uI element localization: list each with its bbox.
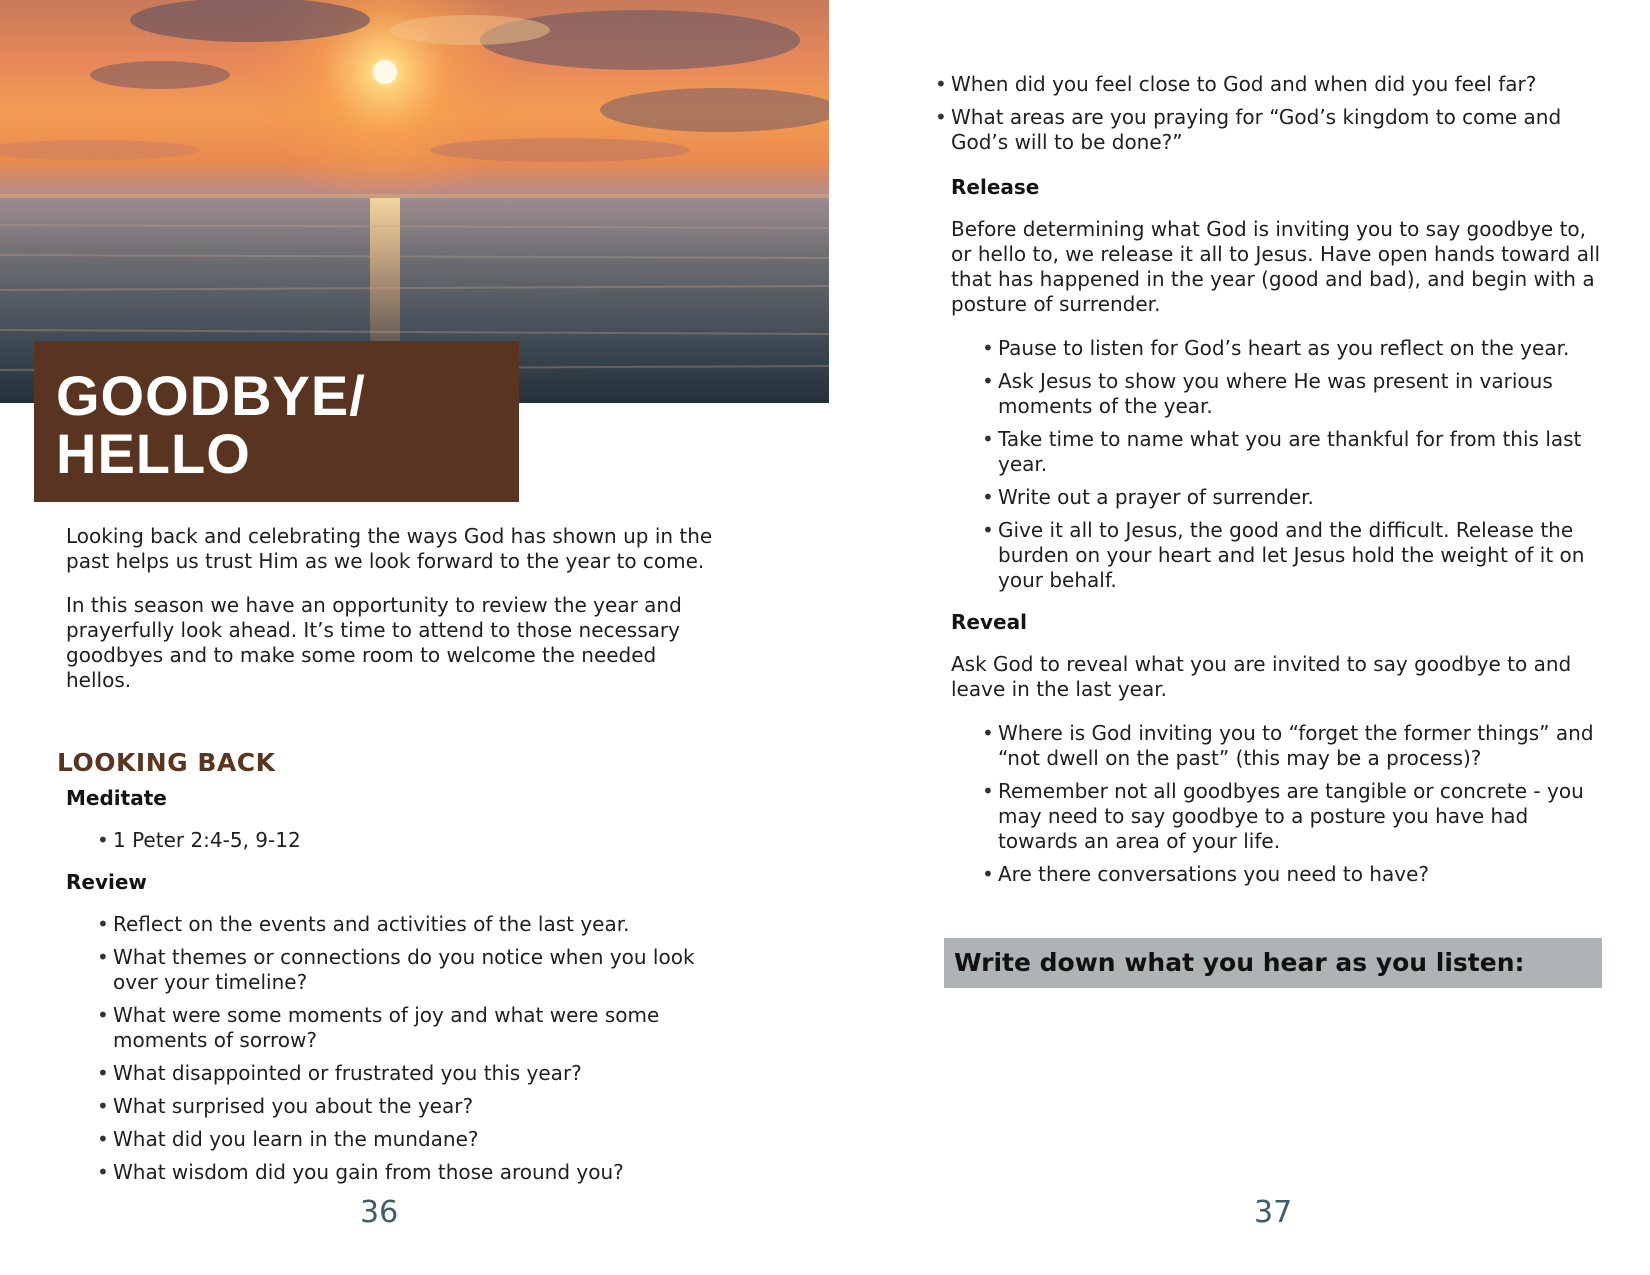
list-item-text: What areas are you praying for “God’s kingdom to come and God’s will to be done?” [951, 105, 1562, 154]
list-item [982, 779, 1606, 854]
reveal-paragraph: Ask God to reveal what you are invited to say goodbye to and leave in the last year. [951, 652, 1572, 701]
list-item-text: What did you learn in the mundane? [113, 1127, 479, 1151]
list-item-text: What disappointed or frustrated you this year? [113, 1061, 582, 1085]
bullet-icon: • [982, 518, 994, 542]
top-list [905, 72, 1606, 155]
list-item-text: Give it all to Jesus, the good and the difficult. Release the burden on your heart and let Jesus hold the weight of it on your behalf. [998, 518, 1585, 592]
list-item-text: What wisdom did you gain from those around you? [113, 1160, 624, 1184]
bullet-icon: • [982, 862, 994, 886]
title-box [34, 341, 519, 502]
list-item-text: When did you feel close to God and when did you feel far? [951, 72, 1537, 96]
list-item [982, 336, 1606, 361]
list-item-text: Pause to listen for God’s heart as you reflect on the year. [998, 336, 1570, 360]
list-item [97, 912, 716, 937]
release-paragraph: Before determining what God is inviting you to say goodbye to, or hello to, we release it all to Jesus. Have open hands toward all that has happened in the year (good and bad), and begin with a posture of surrender. [951, 217, 1601, 316]
intro-paragraph: In this season we have an opportunity to review the year and prayerfully look ahead. It’s time to attend to those necessary goodbyes and to make some room to welcome the needed hellos. [66, 593, 682, 692]
bullet-icon: • [97, 828, 109, 852]
review-list [66, 912, 716, 1185]
list-item-text: What surprised you about the year? [113, 1094, 474, 1118]
intro-paragraph: Looking back and celebrating the ways God has shown up in the past helps us trust Him as we look forward to the year to come. [66, 524, 713, 573]
bullet-icon: • [935, 72, 947, 96]
bullet-icon: • [935, 105, 947, 129]
intro-section [66, 524, 716, 712]
list-item [97, 1127, 716, 1152]
list-item-text: Write out a prayer of surrender. [998, 485, 1314, 509]
bullet-icon: • [982, 779, 994, 803]
right-page-content [935, 72, 1606, 904]
bullet-icon: • [982, 485, 994, 509]
bullet-icon: • [982, 336, 994, 360]
list-item [935, 72, 1606, 97]
list-item [97, 945, 716, 995]
list-item-text: Remember not all goodbyes are tangible or concrete - you may need to say goodbye to a posture you have had towards an area of your life. [998, 779, 1584, 853]
looking-back-heading: LOOKING BACK [57, 748, 276, 777]
bullet-icon: • [97, 1094, 109, 1118]
list-item-text: Ask Jesus to show you where He was present in various moments of the year. [998, 369, 1553, 418]
bullet-icon: • [97, 1061, 109, 1085]
list-item-text: Are there conversations you need to have? [998, 862, 1429, 886]
bullet-icon: • [982, 369, 994, 393]
list-item [982, 427, 1606, 477]
reveal-list [951, 721, 1606, 887]
list-item [97, 1061, 716, 1086]
list-item [97, 1094, 716, 1119]
list-item-text: Take time to name what you are thankful for from this last year. [998, 427, 1582, 476]
page-number-left: 36 [360, 1195, 399, 1230]
looking-back-section [66, 786, 716, 1202]
bullet-icon: • [982, 721, 994, 745]
bullet-icon: • [97, 1160, 109, 1184]
list-item-text: What themes or connections do you notice when you look over your timeline? [113, 945, 695, 994]
meditate-heading: Meditate [66, 786, 167, 810]
bullet-icon: • [982, 427, 994, 451]
list-item-text: What were some moments of joy and what were some moments of sorrow? [113, 1003, 660, 1052]
list-item [982, 369, 1606, 419]
list-item-text: Where is God inviting you to “forget the former things” and “not dwell on the past” (this may be a process)? [998, 721, 1594, 770]
release-list [951, 336, 1606, 593]
write-prompt-bar [944, 938, 1602, 988]
title-line-2: HELLO [56, 422, 251, 485]
list-item [97, 1003, 716, 1053]
list-item [982, 721, 1606, 771]
release-heading: Release [951, 175, 1040, 199]
page-title [56, 364, 366, 485]
bullet-icon: • [97, 945, 109, 969]
page-number-right: 37 [1254, 1195, 1293, 1230]
list-item [97, 828, 716, 853]
meditate-list [66, 828, 716, 853]
bullet-icon: • [97, 1127, 109, 1151]
list-item [982, 485, 1606, 510]
list-item [935, 105, 1606, 155]
list-item [97, 1160, 716, 1185]
title-line-1: GOODBYE/ [56, 364, 366, 427]
list-item-text: Reflect on the events and activities of the last year. [113, 912, 630, 936]
review-heading: Review [66, 870, 147, 894]
list-item-text: 1 Peter 2:4-5, 9-12 [113, 828, 301, 852]
write-prompt-text: Write down what you hear as you listen: [954, 948, 1525, 977]
bullet-icon: • [97, 1003, 109, 1027]
bullet-icon: • [97, 912, 109, 936]
list-item [982, 518, 1606, 593]
reveal-heading: Reveal [951, 610, 1027, 634]
list-item [982, 862, 1606, 887]
